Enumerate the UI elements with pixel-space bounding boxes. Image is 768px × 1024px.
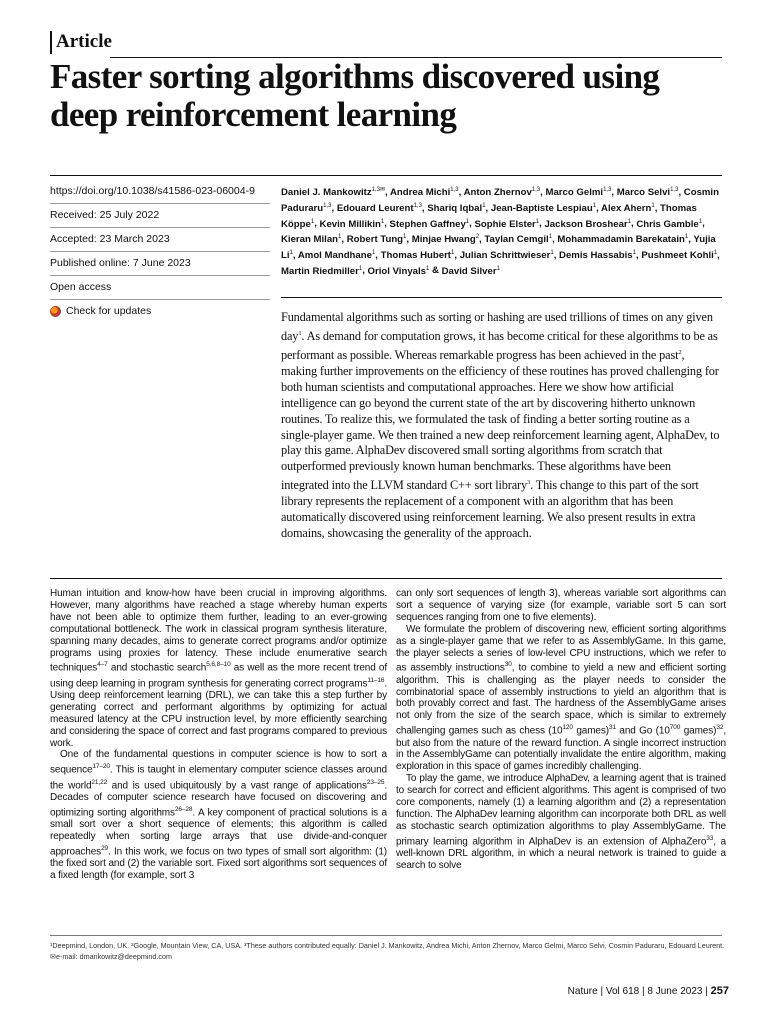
author-name[interactable]: Taylan Cemgil$^1$ (484, 234, 553, 246)
author-affiliation: 1 (592, 202, 597, 209)
author-name[interactable]: Chris Gamble$^1$ (636, 218, 703, 230)
page-number: 257 (710, 985, 729, 997)
received-date: Received: 25 July 2022 (50, 204, 270, 228)
author-name[interactable]: Andrea Michi$^{1,3}$ (390, 187, 459, 199)
author-name[interactable]: Edouard Leurent$^{1,3}$ (336, 202, 422, 214)
citation-superscript: 5,6,8–10 (206, 661, 231, 669)
author-affiliation: 1 (713, 249, 718, 256)
citation-superscript: 29 (101, 844, 109, 852)
body-paragraph: can only sort sequences of length 3), whereas variable sort algorithms can sort a sequence of varying size (for example, variable sort 5 can sort sequences ranging from one to five elements). (396, 588, 726, 623)
author-affiliation: 1 (684, 234, 689, 241)
author-affiliation: 1 (550, 249, 554, 256)
author-name[interactable]: Demis Hassabis$^1$ (559, 249, 636, 261)
author-name[interactable]: Oriol Vinyals$^1$ (367, 265, 430, 277)
footer-separator: | (600, 986, 606, 997)
check-for-updates-button[interactable] (50, 300, 270, 323)
author-name[interactable]: Marco Gelmi$^{1,3}$ (545, 187, 612, 199)
author-affiliation: 1,3 (413, 202, 422, 209)
author-affiliation: 1 (338, 234, 342, 241)
author-affiliation: 1 (548, 234, 553, 241)
citation-superscript: 120 (562, 724, 573, 732)
author-affiliation: 1 (651, 202, 655, 209)
citation-superscript: 2 (678, 348, 682, 356)
author-name[interactable]: Marco Selvi$^{1,3}$ (616, 187, 679, 199)
citation-superscript: 21,22 (91, 778, 108, 786)
author-name[interactable]: Alex Ahern$^1$ (601, 202, 655, 214)
journal-name: Nature (567, 986, 598, 997)
author-affiliation: 1 (496, 265, 500, 272)
author-affiliation: 1 (289, 249, 293, 256)
author-affiliation: 1 (403, 234, 407, 241)
open-access-label: Open access (50, 276, 270, 300)
author-name[interactable]: Pushmeet Kohli$^1$ (641, 249, 718, 261)
body-divider (50, 578, 722, 579)
body-paragraph: We formulate the problem of discovering new, efficient sorting algorithms as a single-player game that we refer to as AssemblyGame. In this game, the player selects a series of low-level CPU instructions, which we refer to as assembly instructions$^{30}$, to combine to yield a new and efficient sorting algorithm. This is challenging as the player needs to consider the combinatorial space of assembly instructions to yield an algorithm that is both provably correct and fast. The hardness of the AssemblyGame arises not only from the size of the search space, which is similar to extremely challenging games such as chess ($10^{120}$ games)$^{31}$ and Go ($10^{700}$ games)$^{32}$, but also from the nature of the reward function. A single incorrect instruction in the AssemblyGame can potentially invalidate the entire algorithm, making exploration in this space of games incredibly challenging. (396, 623, 726, 773)
citation-superscript: 32 (716, 724, 724, 732)
article-metadata (50, 180, 270, 323)
author-name[interactable]: Stephen Gaffney$^1$ (389, 218, 470, 230)
author-name[interactable]: Robert Tung$^1$ (346, 234, 407, 246)
author-name[interactable]: Shariq Iqbal$^1$ (427, 202, 486, 214)
author-name[interactable]: Sophie Elster$^1$ (474, 218, 540, 230)
author-name[interactable]: Kevin Millikin$^1$ (319, 218, 385, 230)
author-affiliation: 1 (627, 218, 631, 225)
citation-superscript: 23–25 (366, 778, 385, 786)
author-affiliation: 1 (310, 218, 315, 225)
author-name[interactable]: Julian Schrittwieser$^1$ (459, 249, 554, 261)
citation-superscript: 1 (298, 329, 302, 337)
body-paragraph: One of the fundamental questions in computer science is how to sort a sequence$^{17-20}$. This is taught in elementary computer science classes around the world$^{21,22}$ and is used ubiquitously by a vast range of applications$^{23-25}$. Decades of computer science research have focused on discovering and optimizing sorting algorithms$^{26-28}$. A key component of practical solutions is a small sort over a short sequence of elements; this algorithm is called repeatedly when sorting large arrays that use divide-and-conquer approaches$^{29}$. In this work, we focus on two types of small sort algorithm: (1) the fixed sort and (2) the variable sort. Fixed sort algorithms sort sequences of a fixed length (for example, sort 3 (50, 749, 387, 881)
author-name[interactable]: Cosmin Paduraru$^{1,3}$ (281, 187, 719, 214)
author-affiliation: 1,3 (323, 202, 332, 209)
citation-superscript: 31 (608, 724, 616, 732)
citation-superscript: 11–16 (367, 676, 385, 684)
author-name[interactable]: Amol Mandhane$^1$ (297, 249, 376, 261)
header-left-rule (50, 31, 52, 54)
author-name[interactable]: Jean-Baptiste Lespiau$^1$ (490, 202, 597, 214)
author-name[interactable]: Thomas Köppe$^1$ (281, 202, 697, 230)
author-name[interactable]: Anton Zhernov$^{1,3}$ (463, 187, 541, 199)
page-footer (568, 985, 729, 997)
footer-separator: | (705, 986, 711, 997)
author-affiliation: 1 (451, 249, 455, 256)
author-affiliation: 1,3✉ (371, 187, 386, 193)
author-affiliation: 1 (371, 249, 376, 256)
article-type-label: Article (56, 31, 112, 52)
author-affiliation: 2 (475, 234, 480, 241)
citation-superscript: 33 (706, 834, 714, 842)
abstract (281, 310, 721, 542)
citation-superscript: 26–28 (174, 805, 193, 813)
author-name[interactable]: Thomas Hubert$^1$ (380, 249, 455, 261)
author-affiliation: 1,3 (603, 187, 612, 193)
issue-date: 8 June 2023 (647, 986, 703, 997)
author-affiliation: 1 (358, 265, 363, 272)
body-paragraph: To play the game, we introduce AlphaDev, a learning agent that is trained to search for correct and efficient algorithms. This agent is comprised of two core components, namely (1) a learning algorithm and (2) a representation function. The AlphaDev learning algorithm can incorporate both DRL as well as stochastic search optimization algorithms to play AssemblyGame. The primary learning algorithm in AlphaDev is an extension of AlphaZero$^{33}$, a well-known DRL algorithm, in which a neural network is trained to guide a search to solve (396, 773, 726, 871)
author-name[interactable]: David Silver$^1$ (441, 265, 500, 277)
article-title: Faster sorting algorithms discovered using deep reinforcement learning (50, 57, 660, 134)
author-affiliation: 1 (482, 202, 486, 209)
title-divider (50, 175, 722, 176)
author-affiliation: 1,3 (450, 187, 459, 193)
check-updates-icon (50, 306, 61, 317)
author-affiliation: 1 (535, 218, 540, 225)
author-name[interactable]: Jackson Broshear$^1$ (544, 218, 631, 230)
author-name[interactable]: Martin Riedmiller$^1$ (281, 265, 363, 277)
author-name[interactable]: Daniel J. Mankowitz$^{1,3✉}$ (281, 187, 386, 199)
citation-superscript: 30 (504, 661, 512, 669)
citation-superscript: 4–7 (97, 661, 108, 669)
footnote-rule (50, 935, 722, 936)
author-affiliation: 1 (426, 265, 430, 272)
citation-superscript: 3 (527, 479, 531, 487)
doi-link[interactable]: https://doi.org/10.1038/s41586-023-06004-9 (50, 180, 270, 204)
body-paragraph: Human intuition and know-how have been crucial in improving algorithms. However, many algorithms have reached a stage whereby human experts have not been able to optimize them further, leading to an ever-growing computational bottleneck. The work in classical program synthesis literature, spanning many decades, aims to generate correct programs and/or optimize programs using proxies for latency. These include enumerative search techniques$^{4-7}$ and stochastic search$^{5,6,8-10}$ as well as the more recent trend of using deep learning in program synthesis for generating correct programs$^{11-16}$. Using deep reinforcement learning (DRL), we can take this a step further by generating correct and performant algorithms by optimizing for actual measured latency at the CPU instruction level, by more efficiently searching and considering the space of correct and fast programs compared to previous work. (50, 588, 387, 749)
footer-separator: | (642, 986, 648, 997)
body-column-right (396, 588, 726, 872)
author-affiliation: 1 (380, 218, 385, 225)
abstract-text: Fundamental algorithms such as sorting or hashing are used trillions of times on any given day$^1$. As demand for computation grows, it has become critical for these algorithms to be as performant as possible. Whereas remarkable progress has been achieved in the past$^2$, making further improvements on the efficiency of these routines has proved challenging for both human scientists and computational approaches. Here we show how artificial intelligence can go beyond the current state of the art by discovering hitherto unknown routines. To realize this, we formulated the task of finding a better sorting routine as a single-player game. We then trained a new deep reinforcement learning agent, AlphaDev, to play this game. AlphaDev discovered small sorting algorithms from scratch that outperformed previously known human benchmarks. These algorithms have been integrated into the LLVM standard C++ sort library$^3$. This change to this part of the sort library represents the replacement of a component with an algorithm that has been automatically discovered using reinforcement learning. We also present results in extra domains, showcasing the generality of the approach. (281, 310, 720, 541)
author-affiliation: 1 (632, 249, 636, 256)
citation-superscript: 17–20 (92, 763, 110, 771)
author-affiliation: 1,3 (670, 187, 679, 193)
author-list: Daniel J. Mankowitz$^{1,3✉}$, Andrea Michi$^{1,3}$, Anton Zhernov$^{1,3}$, Marco Gelmi$^{1,3}$, Marco Selvi$^{1,3}$, Cosmin Paduraru$^{1,3}$, Edouard Leurent$^{1,3}$, Shariq Iqbal$^1$, Jean-Baptiste Lespiau$^1$, Alex Ahern$^1$, Thomas Köppe$^1$, Kevin Millikin$^1$, Stephen Gaffney$^1$, Sophie Elster$^1$, Jackson Broshear$^1$, Chris Gamble$^1$, Kieran Milan$^1$, Robert Tung$^1$, Minjae Hwang$^2$, Taylan Cemgil$^1$, Mohammadamin Barekatain$^1$, Yujia Li$^1$, Amol Mandhane$^1$, Thomas Hubert$^1$, Julian Schrittwieser$^1$, Demis Hassabis$^1$, Pushmeet Kohli$^1$, Martin Riedmiller$^1$, Oriol Vinyals$^1$ & David Silver$^1$ (281, 187, 720, 277)
volume-number: Vol 618 (605, 986, 640, 997)
accepted-date: Accepted: 23 March 2023 (50, 228, 270, 252)
author-name[interactable]: Minjae Hwang$^2$ (411, 234, 480, 246)
citation-superscript: 700 (669, 724, 681, 732)
author-name[interactable]: Mohammadamin Barekatain$^1$ (557, 234, 689, 246)
body-column-left (50, 588, 387, 882)
author-affiliation: 1 (698, 218, 703, 225)
affiliations-footnote: ¹Deepmind, London, UK. ²Google, Mountain View, CA, USA. ³These authors contributed equally: Daniel J. Mankowitz, Andrea Michi, Anton Zhernov, Marco Gelmi, Marco Selvi, Cosmin Paduraru, Edouard Leurent. ✉e-mail: dmankowitz@deepmind.com (50, 941, 725, 961)
author-name[interactable]: Yujia Li$^1$ (281, 234, 716, 261)
author-affiliation: 1,3 (531, 187, 541, 193)
author-name[interactable]: Kieran Milan$^1$ (281, 234, 342, 246)
abstract-divider (281, 297, 722, 298)
author-affiliation: 1 (465, 218, 470, 225)
published-date: Published online: 7 June 2023 (50, 252, 270, 276)
check-updates-label: Check for updates (66, 305, 152, 317)
